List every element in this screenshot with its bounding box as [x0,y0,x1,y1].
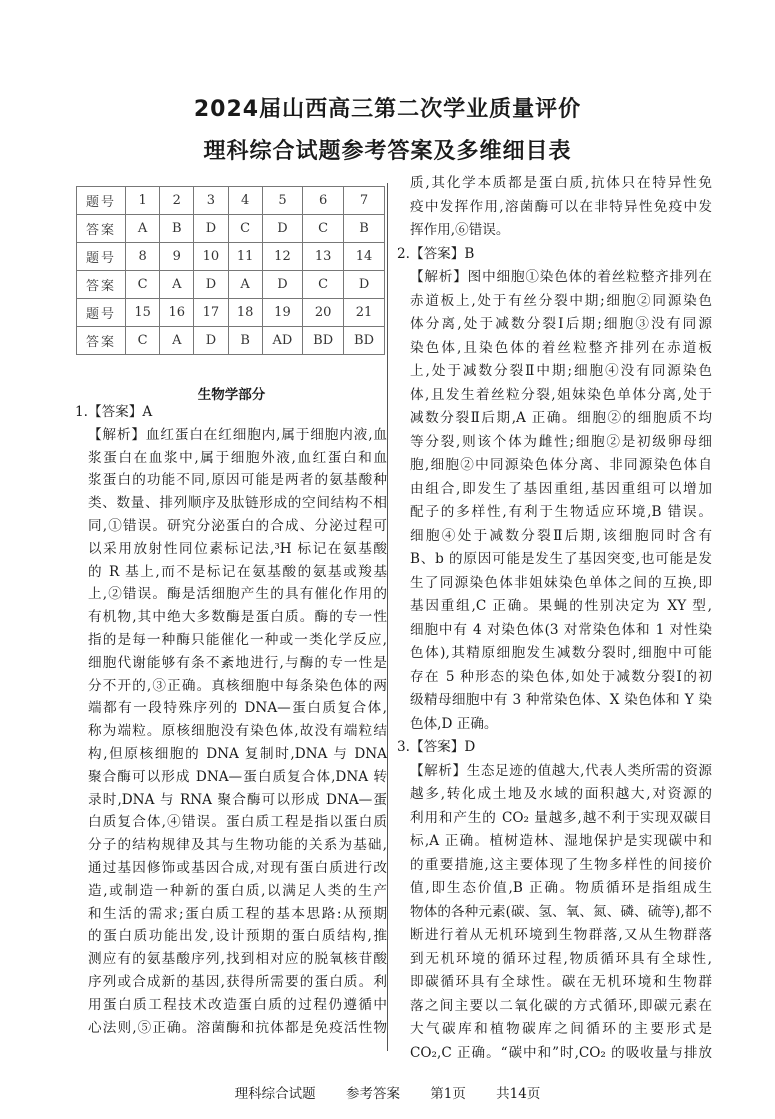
text-line: 胞,细胞②中同源染色体分离、非同源染色体自 [410,457,712,473]
text-line: 越多,转化成土地及水域的面积越大,对资源的 [410,786,712,802]
text-line: 基因重组,C 正确。果蝇的性别决定为 XY 型, [410,598,712,614]
text-line: 等分裂,则该个体为雌性;细胞②是初级卵母细 [410,433,712,450]
question-number-row [77,187,385,215]
text-line: 类、数量、排列顺序及肽链形成的空间结构不相 [88,495,387,512]
text-line: 以采用放射性同位素标记法,³H 标记在氨基酸 [88,540,387,557]
text-line: 白质复合体,④错误。蛋白质工程是指以蛋白质 [88,814,387,831]
row-label: 题号 [77,243,126,271]
document-title-line-2: 理科综合试题参考答案及多维细目表 [203,139,572,164]
footer-total-pages: 共14页 [496,1086,541,1102]
table-cell: A [126,215,160,243]
answer-row [77,271,385,299]
text-line: 上,处于减数分裂Ⅱ中期;细胞④没有同源染色 [410,363,712,379]
text-line: 上,②错误。酶是活细胞产生的具有催化作用的 [88,586,387,603]
column-divider [387,183,388,1051]
answer-row [77,327,385,355]
row-label: 答案 [77,271,126,299]
text-line: 挥作用,⑥错误。 [410,222,510,238]
table-cell: C [126,327,160,355]
answer-heading: 3.【答案】D [397,739,476,755]
section-title-biology: 生物学部分 [197,387,266,403]
text-line: 疫中发挥作用,溶菌酶可以在非特异性免疫中发 [410,198,712,215]
text-line: 端都有一段特殊序列的 DNA—蛋白质复合体, [88,700,387,717]
text-line: 配子的多样性,有利于生物适应环境,B 错误。 [410,504,712,520]
text-line: 指的是每一种酶只能催化一种或一类化学反应, [88,631,387,648]
answer-key-table [76,186,385,355]
table-cell: D [262,215,303,243]
text-line: 即碳循环具有全球性。碳在无机环境和生物群 [410,974,712,990]
answer-heading: 1.【答案】A [75,404,153,420]
document-title-line-1: 2024届山西高三第二次学业质量评价 [193,97,582,122]
text-line: 浆蛋白的功能不同,原因可能是两者的氨基酸种 [88,472,387,489]
table-cell: 8 [126,243,160,271]
table-cell: 17 [194,299,228,327]
table-cell: 5 [262,187,303,215]
text-line: 色体,D 正确。 [410,715,498,732]
text-line: 用蛋白质工程技术改造蛋白质的过程仍遵循中 [88,996,387,1013]
table-cell: 18 [228,299,262,327]
text-line: 由组合,即发生了基因重组,基因重组可以增加 [410,480,712,497]
left-column-text [75,401,387,1039]
text-line: 到无机环境的循环过程,物质循环具有全球性, [410,950,712,967]
text-line: CO₂,C 正确。“碳中和”时,CO₂ 的吸收量与排放 [410,1044,712,1061]
table-cell: BD [344,327,385,355]
text-line: 色体),其精原细胞发生减数分裂时,细胞中可能 [410,645,712,661]
text-line: 细胞④处于减数分裂Ⅱ后期,该细胞同时含有 [410,527,712,544]
table-cell: BD [303,327,344,355]
question-number-row [77,299,385,327]
answer-row [77,215,385,243]
table-cell: 19 [262,299,303,327]
text-line: 细胞代谢能够有条不紊地进行,与酶的专一性是 [88,654,387,671]
text-line: B、b 的原因可能是发生了基因突变,也可能是发 [410,551,712,567]
text-line: 同,①错误。研究分泌蛋白的合成、分泌过程可 [88,517,387,534]
footer-kind: 参考答案 [345,1086,400,1102]
text-line: 分子的结构规律及其与生物功能的关系为基础, [88,837,387,854]
text-line: 体分离,处于减数分裂Ⅰ后期;细胞③没有同源 [410,316,712,332]
text-line: 浆蛋白在血浆中,属于细胞外液,血红蛋白和血 [88,449,387,466]
table-cell: 14 [344,243,385,271]
text-line: 生了同源染色体非姐妹染色单体之间的互换,即 [410,574,712,591]
text-line: 构,但原核细胞的 DNA 复制时,DNA 与 DNA [88,745,387,762]
text-line: 【解析】生态足迹的值越大,代表人类所需的资源 [410,762,712,779]
table-cell: AD [262,327,303,355]
text-line: 称为端粒。原核细胞没有染色体,故没有端粒结 [88,723,387,740]
table-cell: B [228,327,262,355]
text-line: 序列或合成新的基因,获得所需要的蛋白质。利 [88,973,387,990]
text-line: 测应有的氨基酸序列,找到相对应的脱氧核苷酸 [88,951,387,968]
table-cell: A [160,327,194,355]
table-cell: D [344,271,385,299]
table-cell: 15 [126,299,160,327]
text-line: 存在 5 种形态的染色体,如处于减数分裂Ⅰ的初 [410,668,712,685]
text-line: 体,且发生着丝粒分裂,姐妹染色单体分离,处于 [410,386,712,403]
text-line: 物体的各种元素(碳、氢、氧、氮、磷、硫等),都不 [410,903,712,920]
text-line: 的重要措施,这主要体现了生物多样性的间接价 [410,856,712,873]
text-line: 通过基因修饰或基因合成,对现有蛋白质进行改 [88,859,387,876]
text-line: 和生活的需求;蛋白质工程的基本思路:从预期 [88,905,387,922]
text-line: 心法则,⑤正确。溶菌酶和抗体都是免疫活性物 [88,1019,387,1036]
text-line: 【解析】图中细胞①染色体的着丝粒整齐排列在 [410,269,712,285]
row-label: 题号 [77,299,126,327]
table-cell: 12 [262,243,303,271]
table-cell: 9 [160,243,194,271]
text-line: 级精母细胞中有 3 种常染色体、X 染色体和 Y 染 [410,692,712,708]
table-cell: 10 [194,243,228,271]
table-cell: 16 [160,299,194,327]
table-cell: 11 [228,243,262,271]
text-line: 值,即生态价值,B 正确。物质循环是指组成生 [410,880,712,896]
table-cell: B [344,215,385,243]
text-line: 大气碳库和植物碳库之间循环的主要形式是 [410,1021,712,1037]
table-cell: A [228,271,262,299]
table-cell: 7 [344,187,385,215]
footer-page-number: 第1页 [430,1086,466,1102]
table-cell: A [160,271,194,299]
text-line: 细胞中有 4 对染色体(3 对常染色体和 1 对性染 [410,621,712,638]
table-cell: 1 [126,187,160,215]
table-cell: D [194,215,228,243]
row-label: 题号 [77,187,126,215]
table-cell: B [160,215,194,243]
page-footer [0,1082,775,1102]
table-cell: 4 [228,187,262,215]
table-cell: C [303,215,344,243]
row-label: 答案 [77,215,126,243]
text-line: 分不开的,③正确。真核细胞中每条染色体的两 [88,677,387,694]
table-cell: 20 [303,299,344,327]
table-cell: 21 [344,299,385,327]
row-label: 答案 [77,327,126,355]
table-cell: C [228,215,262,243]
text-line: 录时,DNA 与 RNA 聚合酶可以形成 DNA—蛋 [88,791,387,808]
text-line: 赤道板上,处于有丝分裂中期;细胞②同源染色 [410,292,712,309]
table-cell: C [303,271,344,299]
text-line: 有机物,其中绝大多数酶是蛋白质。酶的专一性 [88,609,387,626]
text-line: 质,其化学本质都是蛋白质,抗体只在特异性免 [410,175,712,191]
text-line: 减数分裂Ⅱ后期,A 正确。细胞②的细胞质不均 [410,410,712,426]
footer-doc-name: 理科综合试题 [234,1086,316,1102]
text-line: 标,A 正确。植树造林、湿地保护是实现碳中和 [410,833,712,849]
table-cell: 2 [160,187,194,215]
table-cell: C [126,271,160,299]
text-line: 断进行着从无机环境到生物群落,又从生物群落 [410,927,712,943]
table-cell: 3 [194,187,228,215]
answer-heading: 2.【答案】B [397,245,475,262]
table-cell: D [194,271,228,299]
text-line: 聚合酶可以形成 DNA—蛋白质复合体,DNA 转 [88,768,387,785]
table-cell: 13 [303,243,344,271]
right-column-text [397,172,712,1065]
text-line: 落之间主要以二氧化碳的方式循环,即碳元素在 [410,997,712,1014]
text-line: 的蛋白质功能出发,设计预期的蛋白质结构,推 [88,928,387,945]
text-line: 造,或制造一种新的蛋白质,以满足人类的生产 [88,882,387,899]
table-cell: D [194,327,228,355]
question-number-row [77,243,385,271]
text-line: 染色体,且染色体的着丝粒整齐排列在赤道板 [410,339,712,356]
table-cell: 6 [303,187,344,215]
table-cell: D [262,271,303,299]
text-line: 利用和产生的 CO₂ 量越多,越不利于实现双碳目 [410,809,712,826]
text-line: 的 R 基上,而不是标记在氨基酸的氨基或羧基 [88,563,387,580]
text-line: 【解析】血红蛋白在红细胞内,属于细胞内液,血 [88,426,387,443]
